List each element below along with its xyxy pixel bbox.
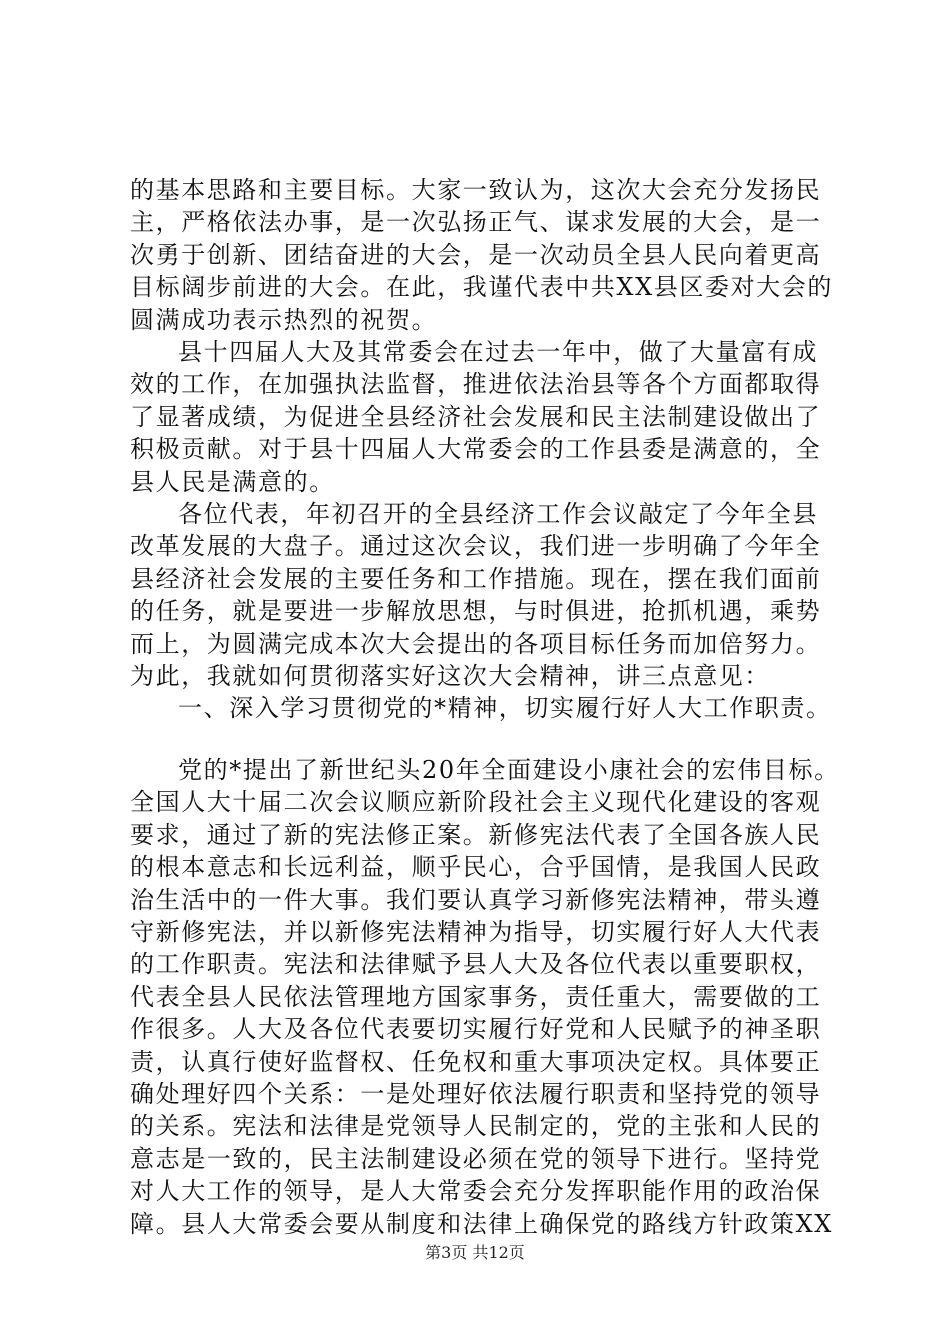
text-line-13: 县经济社会发展的主要任务和工作措施。现在，摆在我们面前: [130, 565, 822, 593]
text-line-21: 的根本意志和长远利益，顺乎民心，合乎国情，是我国人民政: [130, 853, 822, 881]
text-line-6: 县十四届人大及其常委会在过去一年中，做了大量富有成: [178, 338, 818, 366]
text-line-2: 主，严格依法办事，是一次弘扬正气、谋求发展的大会，是一: [130, 208, 822, 236]
text-line-19: 全国人大十届二次会议顺应新阶段社会主义现代化建设的客观: [130, 788, 822, 816]
text-line-18: 党的*提出了新世纪头20年全面建设小康社会的宏伟目标。: [178, 756, 840, 784]
text-line-26: 作很多。人大及各位代表要切实履行好党和人民赋予的神圣职: [130, 1015, 822, 1043]
text-line-1: 的基本思路和主要目标。大家一致认为，这次大会充分发扬民: [130, 176, 822, 204]
text-line-30: 意志是一致的，民主法制建设必须在党的领导下进行。坚持党: [130, 1145, 822, 1173]
text-line-28: 确处理好四个关系：一是处理好依法履行职责和坚持党的领导: [130, 1080, 822, 1108]
page-number-footer: 第3页 共12页: [425, 1243, 525, 1262]
text-line-27: 责，认真行使好监督权、任免权和重大事项决定权。具体要正: [130, 1048, 822, 1076]
text-line-3: 次勇于创新、团结奋进的大会，是一次动员全县人民向着更高: [130, 241, 822, 269]
section-heading-1: 一、深入学习贯彻党的*精神，切实履行好人大工作职责。: [178, 694, 832, 722]
text-line-20: 要求，通过了新的宪法修正案。新修宪法代表了全国各族人民: [130, 821, 822, 849]
text-line-29: 的关系。宪法和法律是党领导人民制定的，党的主张和人民的: [130, 1112, 822, 1140]
text-line-8: 了显著成绩，为促进全县经济社会发展和民主法制建设做出了: [130, 403, 822, 431]
text-line-11: 各位代表，年初召开的全县经济工作会议敲定了今年全县: [178, 500, 818, 528]
text-line-12: 改革发展的大盘子。通过这次会议，我们进一步明确了今年全: [130, 532, 822, 560]
text-line-9: 积极贡献。对于县十四届人大常委会的工作县委是满意的，全: [130, 435, 822, 463]
text-line-5: 圆满成功表示热烈的祝贺。: [130, 306, 438, 334]
text-line-15: 而上，为圆满完成本次大会提出的各项目标任务而加倍努力。: [130, 630, 822, 658]
text-line-31: 对人大工作的领导，是人大常委会充分发挥职能作用的政治保: [130, 1177, 822, 1205]
text-line-23: 守新修宪法，并以新修宪法精神为指导，切实履行好人大代表: [130, 918, 822, 946]
text-line-7: 效的工作，在加强执法监督，推进依法治县等各个方面都取得: [130, 370, 822, 398]
text-line-22: 治生活中的一件大事。我们要认真学习新修宪法精神，带头遵: [130, 886, 822, 914]
text-line-24: 的工作职责。宪法和法律赋予县人大及各位代表以重要职权，: [130, 950, 822, 978]
text-line-14: 的任务，就是要进一步解放思想，与时俱进，抢抓机遇，乘势: [130, 597, 822, 625]
text-line-16: 为此，我就如何贯彻落实好这次大会精神，讲三点意见：: [130, 662, 770, 690]
text-line-10: 县人民是满意的。: [130, 468, 335, 496]
text-line-25: 代表全县人民依法管理地方国家事务，责任重大，需要做的工: [130, 983, 822, 1011]
text-line-4: 目标阔步前进的大会。在此，我谨代表中共XX县区委对大会的: [130, 273, 833, 301]
text-line-32: 障。县人大常委会要从制度和法律上确保党的路线方针政策XX: [130, 1210, 833, 1238]
